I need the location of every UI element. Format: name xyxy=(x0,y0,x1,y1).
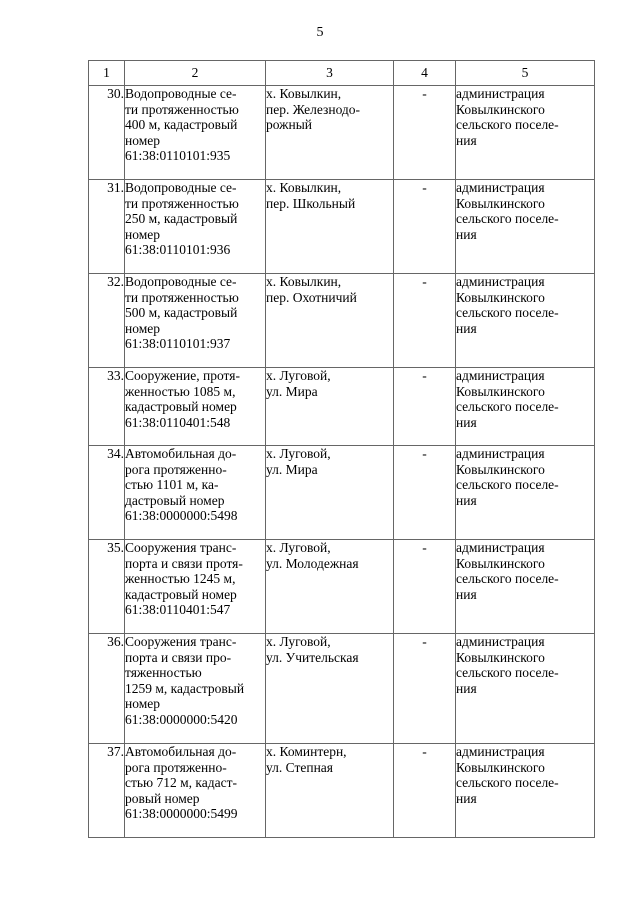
object-description: Водопроводные се- ти протяженностью 250 м, кадастровый номер 61:38:0110101:936 xyxy=(125,180,239,257)
object-description: Водопроводные се- ти протяженностью 400 м, кадастровый номер 61:38:0110101:935 xyxy=(125,86,239,163)
page-number: 5 xyxy=(316,25,324,40)
row-number: 36. xyxy=(89,634,125,744)
row-number: 33. xyxy=(89,368,125,446)
column-4-value: - xyxy=(394,368,456,446)
object-address: х. Коминтерн, ул. Степная xyxy=(266,744,347,775)
row-number: 32. xyxy=(89,274,125,368)
header-row xyxy=(89,61,595,86)
owner: администрация Ковылкинского сельского поселе- ния xyxy=(456,446,559,508)
table-row xyxy=(89,634,595,744)
row-number: 34. xyxy=(89,446,125,540)
table-row xyxy=(89,446,595,540)
owner: администрация Ковылкинского сельского поселе- ния xyxy=(456,540,559,602)
table-row xyxy=(89,540,595,634)
table-row xyxy=(89,180,595,274)
row-number: 37. xyxy=(89,744,125,838)
object-address: х. Луговой, ул. Молодежная xyxy=(266,540,359,571)
table-row xyxy=(89,744,595,838)
owner: администрация Ковылкинского сельского поселе- ния xyxy=(456,744,559,806)
object-address: х. Ковылкин, пер. Железнодо- рожный xyxy=(266,86,361,132)
row-number: 30. xyxy=(89,86,125,180)
owner: администрация Ковылкинского сельского поселе- ния xyxy=(456,368,559,430)
header-cell-5: 5 xyxy=(456,61,595,86)
owner: администрация Ковылкинского сельского поселе- ния xyxy=(456,180,559,242)
header-cell-3: 3 xyxy=(266,61,394,86)
object-description: Сооружения транс- порта и связи про- тяженностью 1259 м, кадастровый номер 61:38:0000000:5420 xyxy=(125,634,245,727)
object-address: х. Луговой, ул. Мира xyxy=(266,446,331,477)
object-address: х. Луговой, ул. Учительская xyxy=(266,634,359,665)
object-address: х. Ковылкин, пер. Школьный xyxy=(266,180,356,211)
property-registry-table xyxy=(88,60,595,838)
object-address: х. Луговой, ул. Мира xyxy=(266,368,331,399)
table-row xyxy=(89,274,595,368)
header-cell-1: 1 xyxy=(89,61,125,86)
column-4-value: - xyxy=(394,446,456,540)
row-number: 31. xyxy=(89,180,125,274)
object-description: Автомобильная до- рога протяженно- стью 712 м, кадаст- ровый номер 61:38:0000000:5499 xyxy=(125,744,238,821)
column-4-value: - xyxy=(394,86,456,180)
column-4-value: - xyxy=(394,540,456,634)
column-4-value: - xyxy=(394,744,456,838)
object-description: Сооружения транс- порта и связи протя- женностью 1245 м, кадастровый номер 61:38:0110401:547 xyxy=(125,540,243,617)
object-description: Автомобильная до- рога протяженно- стью 1101 м, ка- дастровый номер 61:38:0000000:5498 xyxy=(125,446,238,523)
column-4-value: - xyxy=(394,634,456,744)
column-4-value: - xyxy=(394,180,456,274)
object-description: Сооружение, протя- женностью 1085 м, кадастровый номер 61:38:0110401:548 xyxy=(125,368,240,430)
header-cell-4: 4 xyxy=(394,61,456,86)
owner: администрация Ковылкинского сельского поселе- ния xyxy=(456,634,559,696)
header-cell-2: 2 xyxy=(125,61,266,86)
object-address: х. Ковылкин, пер. Охотничий xyxy=(266,274,357,305)
table-row xyxy=(89,368,595,446)
owner: администрация Ковылкинского сельского поселе- ния xyxy=(456,86,559,148)
row-number: 35. xyxy=(89,540,125,634)
object-description: Водопроводные се- ти протяженностью 500 м, кадастровый номер 61:38:0110101:937 xyxy=(125,274,239,351)
column-4-value: - xyxy=(394,274,456,368)
table-row xyxy=(89,86,595,180)
owner: администрация Ковылкинского сельского поселе- ния xyxy=(456,274,559,336)
